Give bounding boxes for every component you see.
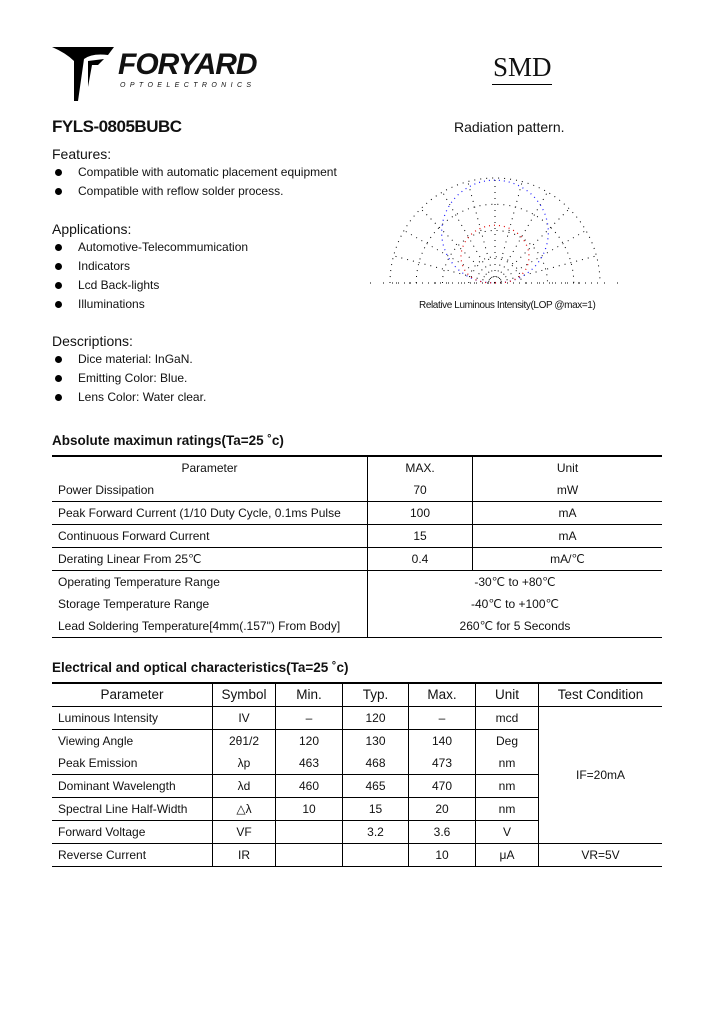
header-cell: Parameter xyxy=(100,687,164,702)
applications-heading: Applications: xyxy=(52,221,132,237)
brand-name: FORYARD xyxy=(118,48,257,81)
package-badge: SMD xyxy=(493,52,552,82)
list-item: Lens Color: Water clear. xyxy=(55,388,206,407)
electrical-heading: Electrical and optical characteristics(Ta=25 ˚c) xyxy=(52,660,349,675)
list-item: Dice material: InGaN. xyxy=(55,350,206,369)
grid-spoke xyxy=(421,209,495,283)
applications-list xyxy=(55,238,248,314)
grid-spoke xyxy=(495,192,548,283)
cell xyxy=(276,821,343,844)
cell: 140 xyxy=(409,730,476,753)
descriptions-list xyxy=(55,350,206,407)
header-cell: Symbol xyxy=(213,683,276,707)
param-cell: Lead Soldering Temperature[4mm(.157") From Body] xyxy=(58,619,341,633)
cell: IV xyxy=(213,707,276,730)
param-cell: Continuous Forward Current xyxy=(52,525,368,548)
radiation-pattern-chart xyxy=(370,170,620,295)
chart-x-label: Relative Luminous Intensity(LOP @max=1) xyxy=(419,300,596,311)
cell: 468 xyxy=(343,752,409,775)
descriptions-heading: Descriptions: xyxy=(52,333,133,349)
chart-title: Radiation pattern. xyxy=(454,119,565,135)
cell: – xyxy=(276,707,343,730)
cell: △λ xyxy=(213,798,276,821)
param-cell: Derating Linear From 25℃ xyxy=(52,548,368,571)
table-row xyxy=(52,548,662,571)
table-row xyxy=(52,593,662,615)
grid-arc xyxy=(443,231,548,284)
grid-spoke xyxy=(394,256,495,283)
cell: IR xyxy=(213,844,276,867)
header-cell: Max. xyxy=(409,683,476,707)
table-header-row xyxy=(52,456,662,479)
part-number: FYLS-0805BUBC xyxy=(52,117,182,136)
foryard-logo-icon xyxy=(52,47,114,103)
features-list xyxy=(55,163,337,201)
cell: 460 xyxy=(276,775,343,798)
max-cell: 70 xyxy=(368,479,473,502)
red-pattern-curve xyxy=(461,225,529,283)
table-row xyxy=(52,502,662,525)
cell: 463 xyxy=(276,752,343,775)
header-cell: Min. xyxy=(276,683,343,707)
cell: nm xyxy=(476,775,539,798)
cell: λd xyxy=(213,775,276,798)
param-cell: Power Dissipation xyxy=(58,483,155,497)
list-item: Lcd Back-lights xyxy=(55,276,248,295)
cell: 3.2 xyxy=(343,821,409,844)
table-row xyxy=(52,707,662,730)
unit-cell: mA xyxy=(473,525,663,548)
header-cell: Unit xyxy=(473,456,663,479)
cell: VF xyxy=(213,821,276,844)
cell: – xyxy=(409,707,476,730)
cell: 465 xyxy=(343,775,409,798)
max-cell: 100 xyxy=(368,502,473,525)
grid-spoke xyxy=(495,231,586,284)
max-cell: 0.4 xyxy=(368,548,473,571)
cell xyxy=(343,844,409,867)
blue-pattern-curve xyxy=(442,180,549,283)
cell: Deg xyxy=(476,730,539,753)
list-item: Indicators xyxy=(55,257,248,276)
header-cell: Test Condition xyxy=(539,683,663,707)
features-heading: Features: xyxy=(52,146,112,162)
param-cell: Peak Forward Current (1/10 Duty Cycle, 0.1ms Pulse xyxy=(52,502,368,525)
cell: 20 xyxy=(409,798,476,821)
cell: Forward Voltage xyxy=(52,821,213,844)
test-condition-cell: VR=5V xyxy=(539,844,663,867)
cell: Reverse Current xyxy=(52,844,213,867)
cell xyxy=(276,844,343,867)
param-cell: Operating Temperature Range xyxy=(52,571,368,594)
abs-max-table xyxy=(52,455,662,638)
cell: Luminous Intensity xyxy=(52,707,213,730)
cell: 470 xyxy=(409,775,476,798)
value-cell: -30℃ to +80℃ xyxy=(368,571,663,594)
list-item: Compatible with automatic placement equipment xyxy=(55,163,337,182)
grid-spoke xyxy=(495,209,569,283)
grid-arc xyxy=(469,257,522,283)
header-cell: Parameter xyxy=(181,461,238,475)
unit-cell: mW xyxy=(473,479,663,502)
table-row xyxy=(52,525,662,548)
max-cell: 15 xyxy=(368,525,473,548)
abs-max-heading: Absolute maximun ratings(Ta=25 ˚c) xyxy=(52,433,284,448)
cell: 15 xyxy=(343,798,409,821)
cell: 130 xyxy=(343,730,409,753)
header-cell: Unit xyxy=(476,683,539,707)
table-row xyxy=(52,844,662,867)
electrical-table xyxy=(52,682,662,867)
cell: 10 xyxy=(409,844,476,867)
cell: 10 xyxy=(276,798,343,821)
cell: λp xyxy=(213,752,276,775)
list-item: Illuminations xyxy=(55,295,248,314)
cell: 3.6 xyxy=(409,821,476,844)
table-row xyxy=(52,479,662,502)
value-cell: 260℃ for 5 Seconds xyxy=(368,615,663,638)
cell: Dominant Wavelength xyxy=(52,775,213,798)
cell: μA xyxy=(476,844,539,867)
cell: Viewing Angle xyxy=(52,730,213,753)
header-cell: Typ. xyxy=(343,683,409,707)
table-header-row xyxy=(52,683,662,707)
unit-cell: mA xyxy=(473,502,663,525)
table-row xyxy=(52,615,662,638)
header-cell: MAX. xyxy=(368,456,473,479)
cell: mcd xyxy=(476,707,539,730)
table-row xyxy=(52,571,662,594)
list-item: Emitting Color: Blue. xyxy=(55,369,206,388)
list-item: Compatible with reflow solder process. xyxy=(55,182,337,201)
test-condition-cell: IF=20mA xyxy=(539,707,663,844)
grid-spoke xyxy=(468,182,495,283)
brand-subtitle: OPTOELECTRONICS xyxy=(120,82,256,89)
cell: 473 xyxy=(409,752,476,775)
cell: nm xyxy=(476,798,539,821)
grid-spoke xyxy=(404,231,495,284)
grid-arc xyxy=(390,178,600,283)
unit-cell: mA/℃ xyxy=(473,548,663,571)
cell: 120 xyxy=(343,707,409,730)
cell: V xyxy=(476,821,539,844)
list-item: Automotive-Telecommumication xyxy=(55,238,248,257)
param-cell: Storage Temperature Range xyxy=(58,597,210,611)
cell: nm xyxy=(476,752,539,775)
cell: Spectral Line Half-Width xyxy=(52,798,213,821)
cell: 120 xyxy=(276,730,343,753)
cell: 2θ1/2 xyxy=(213,730,276,753)
cell: Peak Emission xyxy=(58,756,138,770)
value-cell: -40℃ to +100℃ xyxy=(368,593,663,615)
badge-underline xyxy=(492,84,552,85)
